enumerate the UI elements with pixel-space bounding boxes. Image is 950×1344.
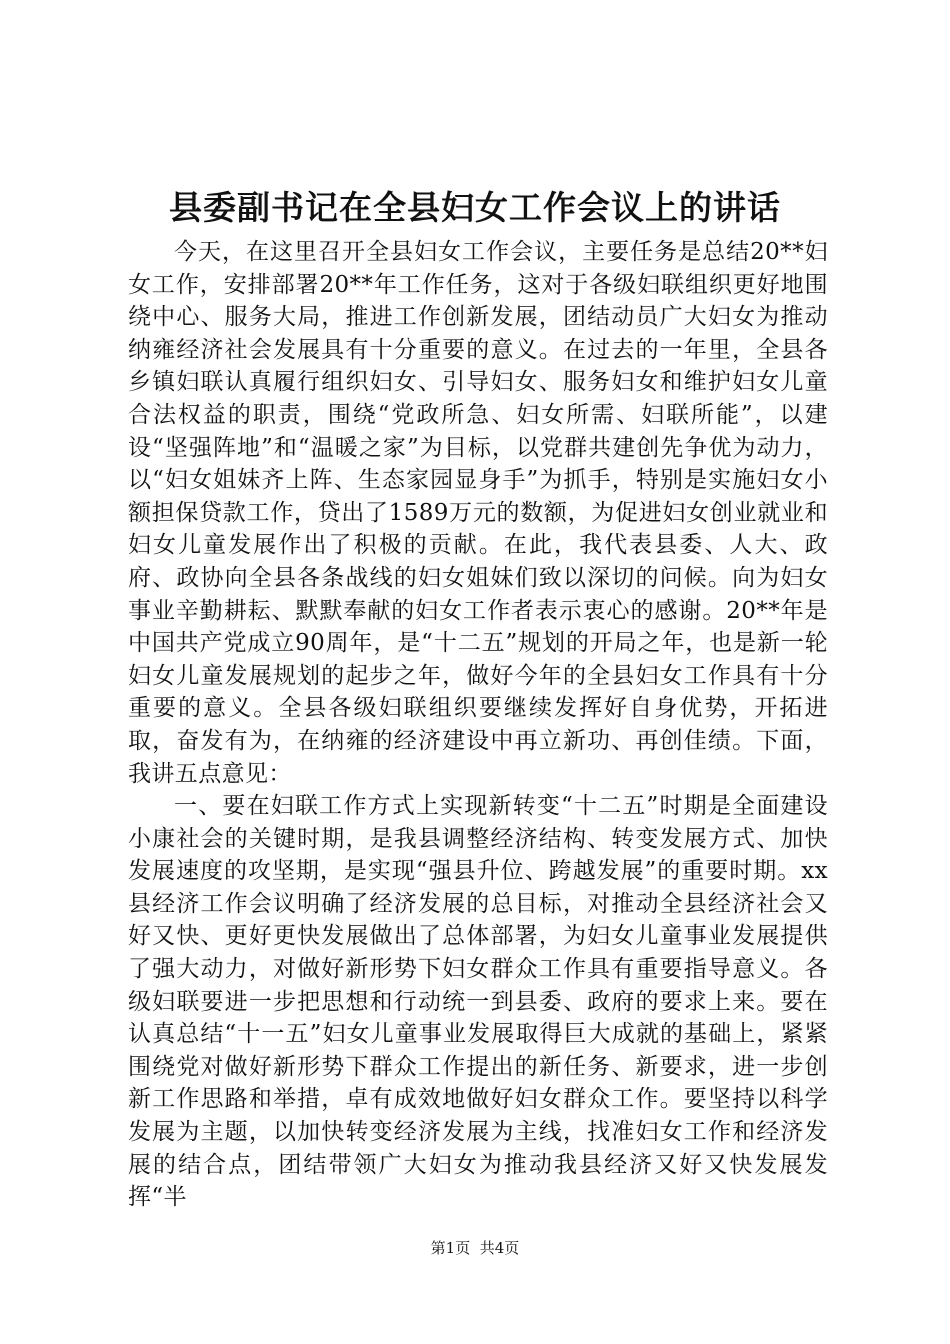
page-title: 县委副书记在全县妇女工作会议上的讲话 (169, 188, 781, 227)
footer-spacer (470, 1239, 480, 1257)
paragraph-intro: 今天，在这里召开全县妇女工作会议，主要任务是总结20**妇女工作，安排部署20**年工作任务，这对于各级妇联组织更好地围绕中心、服务大局，推进工作创新发展，团结动员广大妇女为推动纳雍经济社会发展具有十分重要的意义。在过去的一年里，全县各乡镇妇联认真履行组织妇女、引导妇女、服务妇女和维护妇女儿童合法权益的职责，围绕“党政所急、妇女所需、妇联所能”，以建设“坚强阵地”和“温暖之家”为目标，以党群共建创先争优为动力，以“妇女姐妹齐上阵、生态家园显身手”为抓手，特别是实施妇女小额担保贷款工作，贷出了1589万元的数额，为促进妇女创业就业和妇女儿童发展作出了积极的贡献。在此，我代表县委、人大、政府、政协向全县各条战线的妇女姐妹们致以深切的问候。向为妇女事业辛勤耕耘、默默奉献的妇女工作者表示衷心的感谢。20**年是中国共产党成立90周年，是“十二五”规划的开局之年，也是新一轮妇女儿童发展规划的起步之年，做好今年的全县妇女工作具有十分重要的意义。全县各级妇联组织要继续发挥好自身优势，开拓进取，奋发有为，在纳雍的经济建设中再立新功、再创佳绩。下面，我讲五点意见： (128, 239, 828, 787)
document-body (128, 236, 828, 1214)
page-number: 第1页 (430, 1239, 471, 1257)
paragraph-section-one: 一、要在妇联工作方式上实现新转变“十二五”时期是全面建设小康社会的关键时期，是我县调整经济结构、转变发展方式、加快发展速度的攻坚期，是实现“强县升位、跨越发展”的重要时期。xx县经济工作会议明确了经济发展的总目标，对推动全县经济社会又好又快、更好更快发展做出了总体部署，为妇女儿童事业发展提供了强大动力，对做好新形势下妇女群众工作具有重要指导意义。各级妇联要进一步把思想和行动统一到县委、政府的要求上来。要在认真总结“十一五”妇女儿童事业发展取得巨大成就的基础上，紧紧围绕党对做好新形势下群众工作提出的新任务、新要求，进一步创新工作思路和举措，卓有成效地做好妇女群众工作。要坚持以科学发展为主题，以加快转变经济发展为主线，找准妇女工作和经济发展的结合点，团结带领广大妇女为推动我县经济又好又快发展发挥“半 (128, 793, 828, 1211)
page-total: 共4页 (479, 1239, 520, 1257)
page-footer (0, 1238, 950, 1258)
